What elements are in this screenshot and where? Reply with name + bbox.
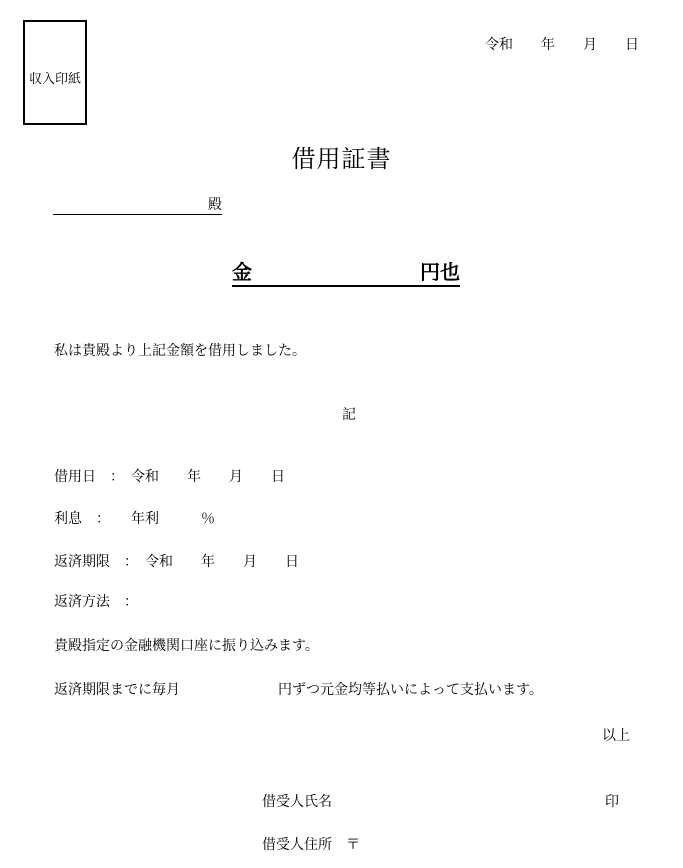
- intro-statement: 私は貴殿より上記金額を借用しました。: [54, 342, 306, 358]
- date-line: 令和 年 月 日: [485, 36, 639, 52]
- addressee-blank-underline: [53, 213, 208, 214]
- revenue-stamp-label: 収入印紙: [28, 71, 81, 86]
- term-repayment-method: 返済方法 ：: [54, 593, 138, 609]
- addressee-line: [53, 196, 222, 215]
- term-interest: 利息 ： 年利 ％: [54, 510, 215, 526]
- section-marker: 記: [342, 406, 356, 422]
- term-installment: 返済期限までに毎月 円ずつ元金均等払いによって支払います。: [54, 681, 543, 697]
- signature-name-row: [262, 791, 619, 811]
- amount-prefix: 金: [232, 262, 252, 284]
- amount-suffix: 円也: [420, 262, 460, 284]
- revenue-stamp-box: [23, 20, 87, 125]
- borrower-name-label: 借受人氏名: [262, 793, 332, 809]
- term-borrow-date: 借用日 ： 令和 年 月 日: [54, 468, 285, 484]
- term-repayment-deadline: 返済期限 ： 令和 年 月 日: [54, 553, 299, 569]
- borrower-address-label: 借受人住所 〒: [262, 836, 360, 852]
- closing-text: 以上: [602, 727, 630, 743]
- seal-placeholder: 印: [605, 793, 619, 809]
- amount-blank-underline: [252, 284, 420, 285]
- document-title: 借用証書: [291, 146, 392, 173]
- amount-line: [232, 260, 460, 287]
- addressee-suffix: 殿: [208, 196, 222, 212]
- term-method-detail: 貴殿指定の金融機関口座に振り込みます。: [54, 637, 319, 653]
